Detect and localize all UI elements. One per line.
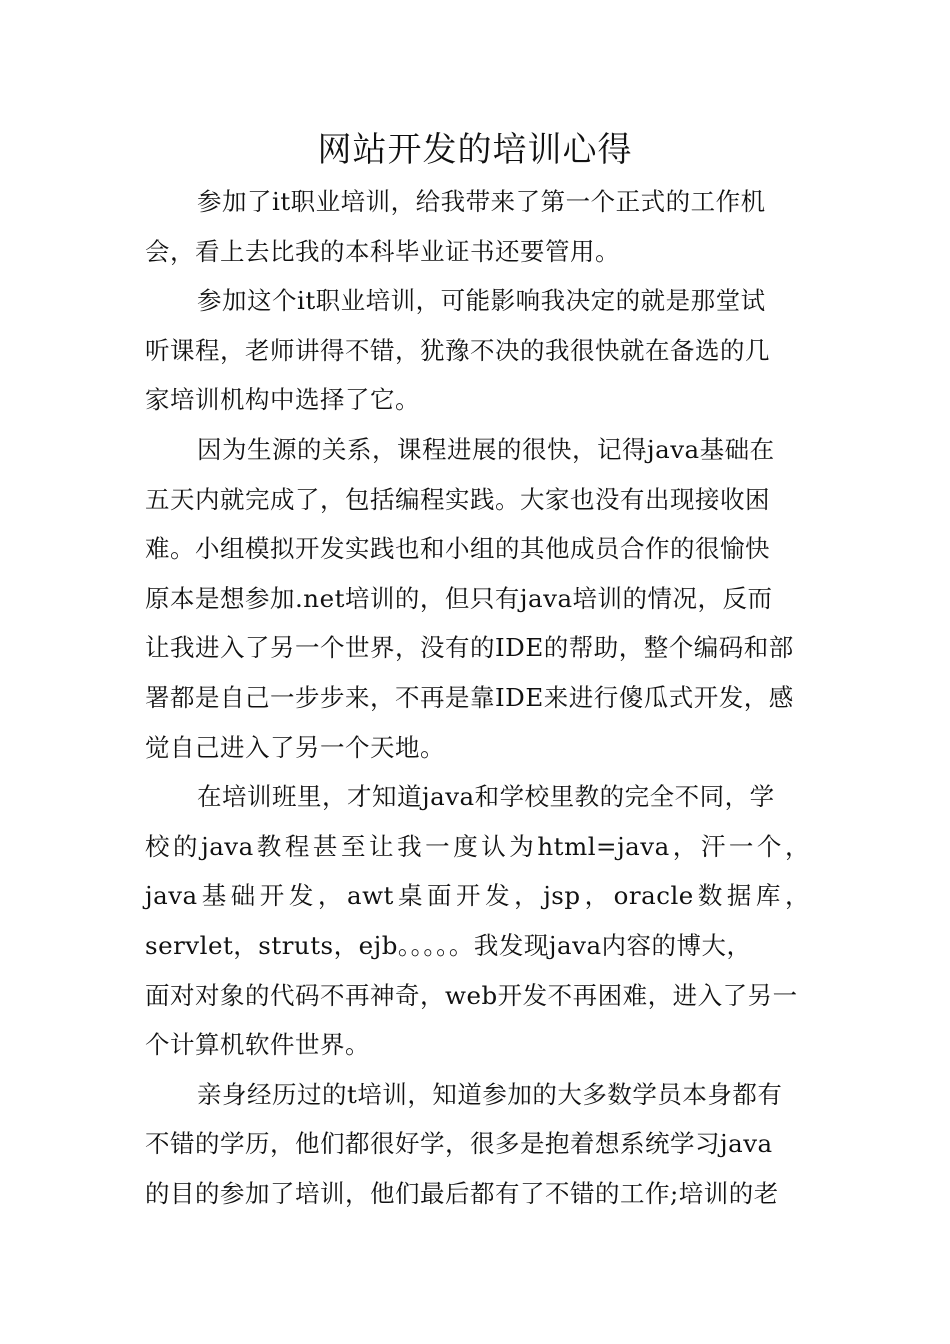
text-line: 会，看上去比我的本科毕业证书还要管用。 <box>145 236 620 266</box>
text-line: 五天内就完成了，包括编程实践。大家也没有出现接收困 <box>145 484 770 514</box>
text-line: 参加了it职业培训，给我带来了第一个正式的工作机 <box>197 187 766 216</box>
text-line: 不错的学历，他们都很好学，很多是抱着想系统学习java <box>145 1129 773 1159</box>
text-line: 面对对象的代码不再神奇，web开发不再困难，进入了另一 <box>145 980 798 1010</box>
text-line: 听课程，老师讲得不错，犹豫不决的我很快就在备选的几 <box>145 335 770 365</box>
text-line: 原本是想参加.net培训的，但只有java培训的情况，反而 <box>145 583 773 613</box>
document-title: 网站开发的培训心得 <box>317 130 633 170</box>
document-body <box>145 177 810 1218</box>
text-line: 难。小组模拟开发实践也和小组的其他成员合作的很愉快 <box>145 534 770 564</box>
text-line: java基础开发，awt桌面开发，jsp，oracle数据库， <box>145 881 810 911</box>
text-line: 因为生源的关系，课程进展的很快，记得java基础在 <box>197 434 775 464</box>
text-line: 的目的参加了培训，他们最后都有了不错的工作;培训的老 <box>145 1178 779 1208</box>
text-line: 觉自己进入了另一个天地。 <box>145 732 445 762</box>
text-line: servlet，struts，ejb。。。。。我发现java内容的博大， <box>145 930 752 960</box>
text-line: 校的java教程甚至让我一度认为html=java，汗一个， <box>145 831 810 861</box>
text-line: 亲身经历过的t培训，知道参加的大多数学员本身都有 <box>197 1079 783 1109</box>
text-line: 个计算机软件世界。 <box>145 1030 370 1060</box>
text-line: 让我进入了另一个世界，没有的IDE的帮助，整个编码和部 <box>145 633 794 663</box>
text-line: 在培训班里，才知道java和学校里教的完全不同，学 <box>197 782 775 812</box>
text-line: 署都是自己一步步来，不再是靠IDE来进行傻瓜式开发，感 <box>145 682 794 712</box>
text-line: 参加这个it职业培训，可能影响我决定的就是那堂试 <box>197 286 766 316</box>
text-line: 家培训机构中选择了它。 <box>145 385 420 415</box>
